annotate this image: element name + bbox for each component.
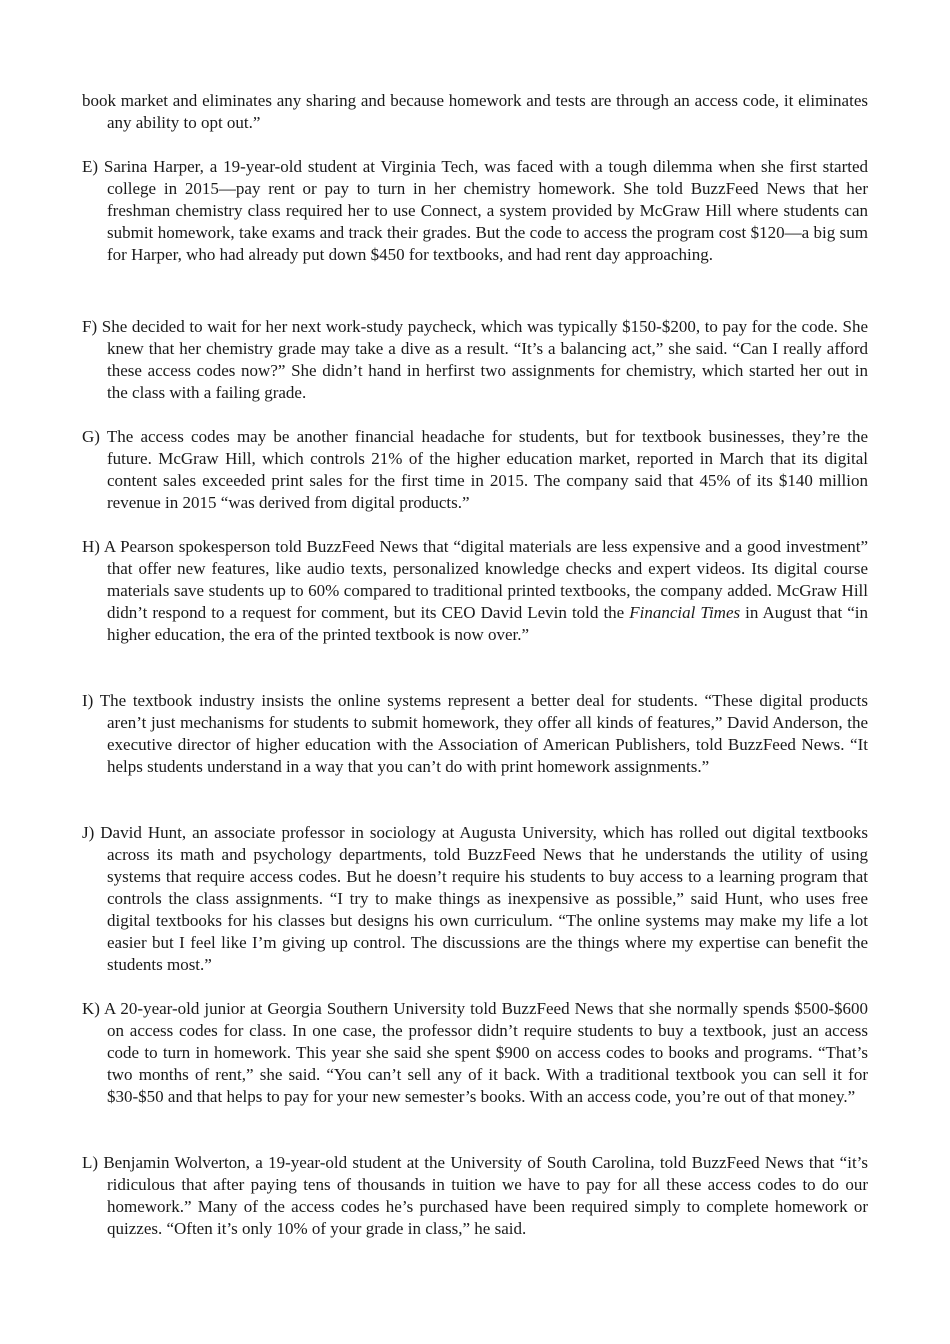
paragraph-text: book market and eliminates any sharing and because homework and tests are through an access code, it eliminates any ability to opt out.” <box>82 91 868 132</box>
paragraph-j <box>82 822 868 976</box>
paragraph-h <box>82 536 868 646</box>
paragraph-text: Benjamin Wolverton, a 19-year-old student at the University of South Carolina, told BuzzFeed News that “it’s ridiculous that after paying tens of thousands in tuition we have to pay for all these access codes to do our homework.” Many of the access codes he’s purchased have been required simply to complete homework or quizzes. “Often it’s only 10% of your grade in class,” he said. <box>103 1153 868 1238</box>
paragraph-k <box>82 998 868 1108</box>
paragraph-text: The access codes may be another financial headache for students, but for textbook businesses, they’re the future. McGraw Hill, which controls 21% of the higher education market, reported in March that its digital content sales exceeded print sales for the first time in 2015. The company said that 45% of its $140 million revenue in 2015 “was derived from digital products.” <box>106 427 868 512</box>
paragraph-e <box>82 156 868 266</box>
paragraph-label: E) <box>82 157 104 176</box>
paragraph-label: H) <box>82 537 104 556</box>
paragraph-label: K) <box>82 999 105 1018</box>
paragraph-label: L) <box>82 1153 104 1172</box>
paragraph-text: The textbook industry insists the online systems represent a better deal for students. “These digital products aren’t just mechanisms for students to submit homework, they offer all kinds of features,” David Anderson, the executive director of higher education with the Association of American Publishers, told BuzzFeed News. “It helps students understand in a way that you can’t do with print homework assignments.” <box>99 691 869 776</box>
paragraph-label: F) <box>82 317 102 336</box>
paragraph-label: J) <box>82 823 101 842</box>
paragraph-text: Sarina Harper, a 19-year-old student at Virginia Tech, was faced with a tough dilemma when she first started college in 2015—pay rent or pay to turn in her chemistry homework. She told BuzzFeed News that her freshman chemistry class required her to use Connect, a system provided by McGraw Hill where students can submit homework, take exams and track their grades. But the code to access the program cost $120—a big sum for Harper, who had already put down $450 for textbooks, and had rent day approaching. <box>103 157 868 264</box>
paragraph-label: I) <box>82 691 100 710</box>
paragraph-f <box>82 316 868 404</box>
paragraph-text-before: A Pearson spokesperson told BuzzFeed News that “digital materials are less expensive and a good investment” that offer new features, like audio texts, personalized knowledge checks and expert videos. Its digital course materials save students up to 60% compared to traditional printed textbooks, the company added. McGraw Hill didn’t respond to a request for comment, but its CEO David Levin told the <box>103 537 869 622</box>
publication-title: Financial Times <box>629 603 741 622</box>
paragraph-text: David Hunt, an associate professor in sociology at Augusta University, which has rolled out digital textbooks across its math and psychology departments, told BuzzFeed News that he understands the utility of using systems that require access codes. But he doesn’t require his students to buy access to a learning program that controls the class assignments. “I try to make things as inexpensive as possible,” said Hunt, who uses free digital textbooks for his classes but designs his own curriculum. “The online systems may make my life a lot easier but I feel like I’m giving up control. The discussions are the things where my expertise can benefit the students most.” <box>100 823 869 974</box>
paragraph-text: She decided to wait for her next work-study paycheck, which was typically $150-$200, to pay for the code. She knew that her chemistry grade may take a dive as a result. “It’s a balancing act,” she said. “Can I really afford these access codes now?” She didn’t hand in herfirst two assignments for chemistry, which started her out in the class with a failing grade. <box>101 317 868 402</box>
paragraph-g <box>82 426 868 514</box>
paragraph-continuation <box>82 90 868 134</box>
paragraph-i <box>82 690 868 778</box>
paragraph-text-after: in August that “in higher education, the era of the printed textbook is now over.” <box>107 603 869 644</box>
paragraph-text: A 20-year-old junior at Georgia Southern University told BuzzFeed News that she normally spends $500-$600 on access codes for class. In one case, the professor didn’t require students to buy a textbook, just an access code to turn in homework. This year she said she spent $900 on access codes to books and programs. “That’s two months of rent,” she said. “You can’t sell any of it back. With a traditional textbook you can sell it for $30-$50 and that helps to pay for your new semester’s books. With an access code, you’re out of that money.” <box>104 999 869 1106</box>
paragraph-label: G) <box>82 427 107 446</box>
paragraph-l <box>82 1152 868 1240</box>
